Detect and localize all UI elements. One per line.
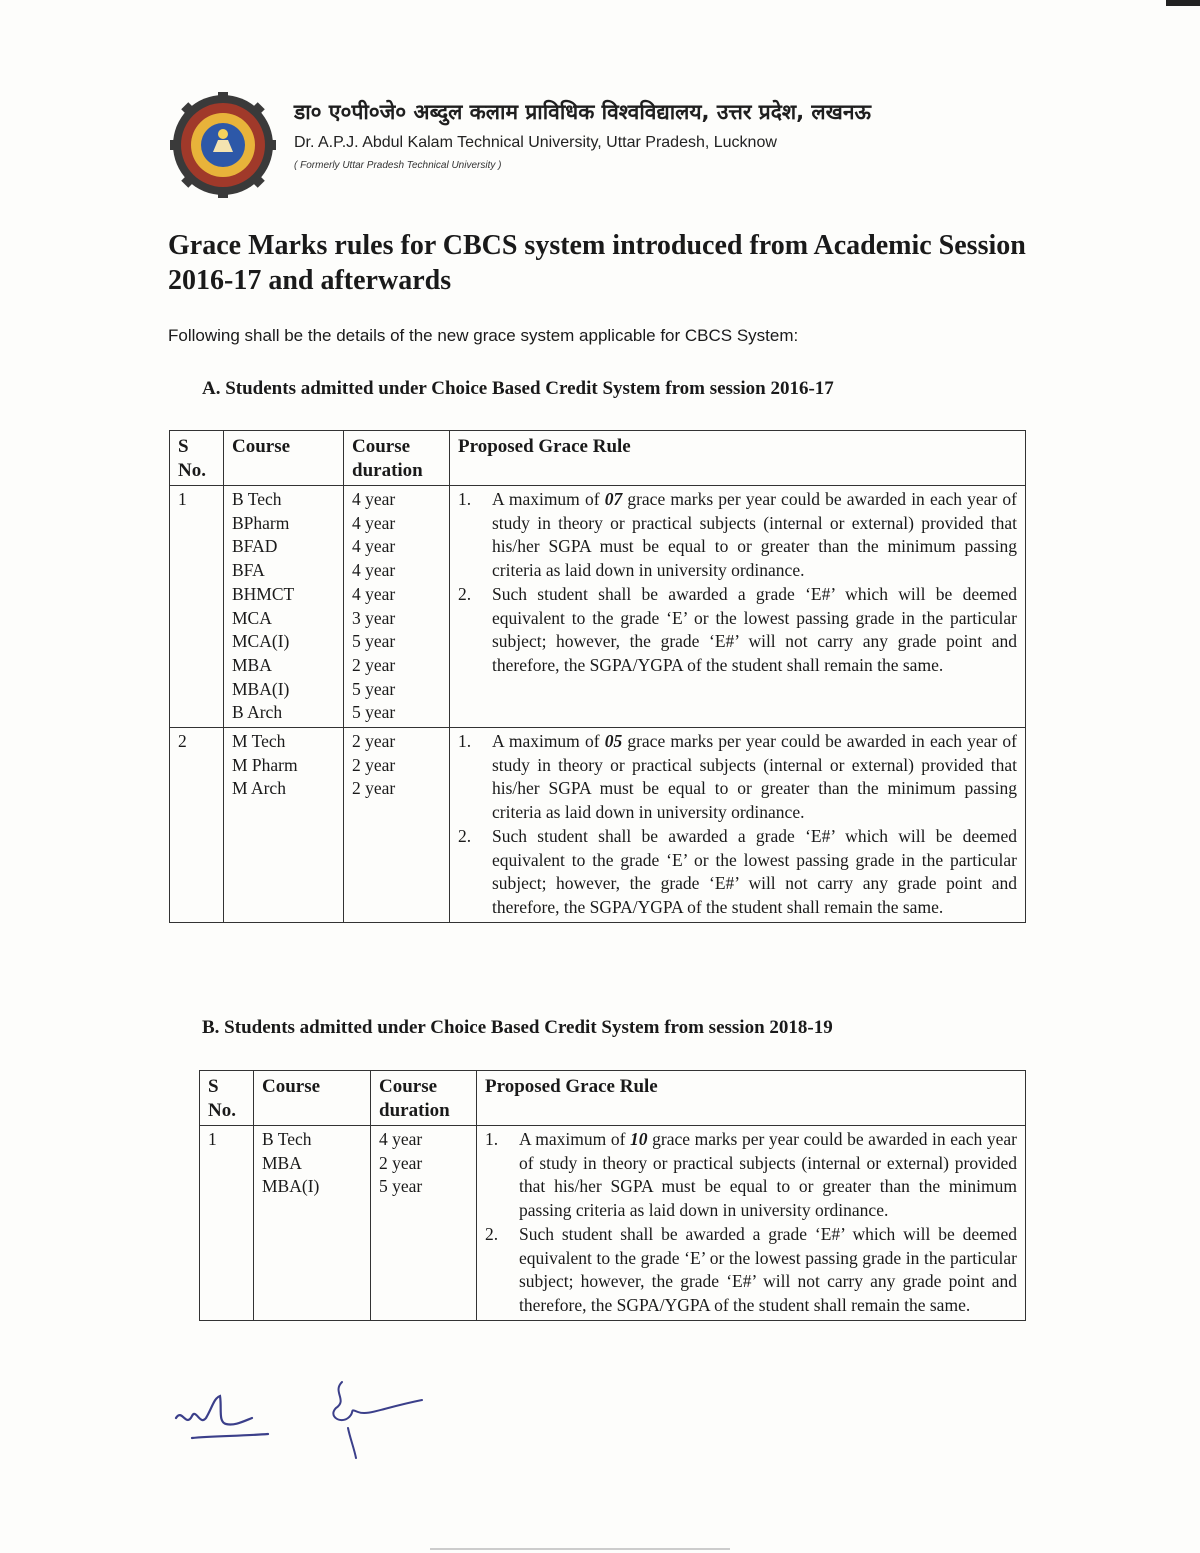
course-name: MBA	[232, 654, 272, 675]
scan-corner-mark	[1166, 0, 1200, 6]
course-duration: 5 year	[352, 702, 396, 723]
table-header-row	[170, 431, 1026, 486]
rule-number: 2.	[458, 825, 472, 846]
rule-text-before: A maximum of	[492, 731, 605, 752]
course-duration: 2 year	[352, 654, 396, 675]
rule-number: 1.	[458, 731, 472, 752]
course-duration: 4 year	[379, 1129, 423, 1149]
course-name: MCA	[232, 607, 272, 628]
signatures	[172, 1378, 432, 1468]
row-sno: 2	[170, 728, 224, 923]
course-name: MBA(I)	[232, 678, 290, 699]
row-rules	[450, 486, 1026, 728]
row-durations	[371, 1126, 477, 1321]
signature-1	[176, 1396, 268, 1438]
grace-rule-item	[485, 1128, 1017, 1223]
section-b-heading: B. Students admitted under Choice Based Credit System from session 2018-19	[202, 1017, 833, 1038]
course-name: MBA(I)	[262, 1176, 320, 1197]
grace-marks-value: 07	[604, 489, 623, 509]
course-name: BHMCT	[232, 583, 295, 604]
rule-number: 2.	[485, 1223, 499, 1244]
course-name: BFA	[232, 560, 265, 581]
grace-rule-item	[458, 488, 1017, 583]
row-durations	[344, 486, 450, 728]
university-name-english: Dr. A.P.J. Abdul Kalam Technical University, Uttar Pradesh, Lucknow	[294, 134, 777, 151]
course-duration: 4 year	[352, 583, 396, 604]
course-name: M Arch	[232, 778, 286, 799]
signature-2	[333, 1382, 422, 1458]
rule-text-after: grace marks per year could be awarded in each year of study in theory or practical subjects (internal or external) provided that his/her SGPA must be equal to or greater than the minimum passing criteria as laid down in university ordinance.	[492, 489, 1018, 581]
row-rules	[477, 1126, 1026, 1321]
course-name: BFAD	[232, 536, 278, 557]
row-sno: 1	[200, 1126, 254, 1321]
document-title: Grace Marks rules for CBCS system introduced from Academic Session 2016-17 and afterwards	[168, 230, 1026, 296]
course-duration: 3 year	[352, 607, 396, 628]
course-duration: 4 year	[352, 512, 396, 533]
rule-text: Such student shall be awarded a grade ‘E#’ which will be deemed equivalent to the grade ‘E’ or the lowest passing grade in the particular subject; however, the grade ‘E#’ will not carry any grade point and therefore, the SGPA/YGPA of the student shall remain the same.	[519, 1223, 1017, 1315]
row-durations	[344, 728, 450, 923]
course-duration: 2 year	[352, 778, 396, 799]
row-rules	[450, 728, 1026, 923]
row-courses	[224, 486, 344, 728]
rule-text-before: A maximum of	[492, 489, 605, 509]
course-name: M Pharm	[232, 754, 298, 775]
course-duration: 2 year	[352, 754, 396, 775]
rule-text-before: A maximum of	[519, 1129, 631, 1149]
course-name: BPharm	[232, 512, 290, 533]
course-name: MCA(I)	[232, 631, 290, 652]
header-course: Course	[254, 1071, 371, 1126]
course-name: B Tech	[262, 1129, 312, 1149]
course-duration: 2 year	[352, 731, 396, 752]
course-duration: 4 year	[352, 560, 396, 581]
header-duration: Course duration	[371, 1071, 477, 1126]
grace-table-b	[199, 1070, 1026, 1321]
rule-number: 1.	[458, 489, 472, 509]
grace-marks-value: 05	[604, 731, 623, 752]
course-duration: 4 year	[352, 489, 396, 509]
university-name-hindi: डा० ए०पी०जे० अब्दुल कलाम प्राविधिक विश्वविद्यालय, उत्तर प्रदेश, लखनऊ	[294, 100, 871, 124]
course-duration: 5 year	[352, 678, 396, 699]
course-name: M Tech	[232, 731, 286, 752]
grace-rule-item	[458, 583, 1017, 678]
document-intro: Following shall be the details of the new grace system applicable for CBCS System:	[168, 326, 799, 345]
course-name: B Tech	[232, 489, 282, 509]
course-duration: 4 year	[352, 536, 396, 557]
university-logo	[170, 92, 276, 198]
course-duration: 2 year	[379, 1152, 423, 1173]
grace-rule-item	[485, 1223, 1017, 1318]
course-duration: 5 year	[379, 1176, 423, 1197]
section-a-heading: A. Students admitted under Choice Based Credit System from session 2016-17	[202, 378, 834, 399]
table-row	[170, 486, 1026, 728]
course-duration: 5 year	[352, 631, 396, 652]
header-rule: Proposed Grace Rule	[477, 1071, 1026, 1126]
rule-text-after: grace marks per year could be awarded in each year of study in theory or practical subjects (internal or external) provided that his/her SGPA must be equal to or greater than the minimum passing criteria as laid down in university ordinance.	[519, 1129, 1018, 1221]
rule-text-after: grace marks per year could be awarded in each year of study in theory or practical subjects (internal or external) provided that his/her SGPA must be equal to or greater than the minimum passing criteria as laid down in university ordinance.	[492, 731, 1018, 823]
university-former-name: ( Formerly Uttar Pradesh Technical University )	[294, 160, 502, 171]
header-duration: Course duration	[344, 431, 450, 486]
row-courses	[254, 1126, 371, 1321]
rule-text: Such student shall be awarded a grade ‘E#’ which will be deemed equivalent to the grade ‘E’ or the lowest passing grade in the particular subject; however, the grade ‘E#’ will not carry any grade point and therefore, the SGPA/YGPA of the student shall remain the same.	[492, 825, 1017, 917]
grace-table-a	[169, 430, 1026, 923]
grace-rule-item	[458, 825, 1017, 920]
table-row	[170, 728, 1026, 923]
footer-line	[430, 1548, 730, 1550]
course-name: MBA	[262, 1152, 302, 1173]
table-row	[200, 1126, 1026, 1321]
university-header	[170, 92, 1030, 192]
rule-text: Such student shall be awarded a grade ‘E#’ which will be deemed equivalent to the grade ‘E’ or the lowest passing grade in the particular subject; however, the grade ‘E#’ will not carry any grade point and therefore, the SGPA/YGPA of the student shall remain the same.	[492, 583, 1017, 675]
row-sno: 1	[170, 486, 224, 728]
header-course: Course	[224, 431, 344, 486]
course-name: B Arch	[232, 702, 283, 723]
header-sno: S No.	[200, 1071, 254, 1126]
rule-number: 1.	[485, 1129, 499, 1149]
grace-marks-value: 10	[630, 1129, 648, 1149]
grace-rule-item	[458, 730, 1017, 825]
row-courses	[224, 728, 344, 923]
header-rule: Proposed Grace Rule	[450, 431, 1026, 486]
rule-number: 2.	[458, 583, 472, 604]
table-header-row	[200, 1071, 1026, 1126]
header-sno: S No.	[170, 431, 224, 486]
